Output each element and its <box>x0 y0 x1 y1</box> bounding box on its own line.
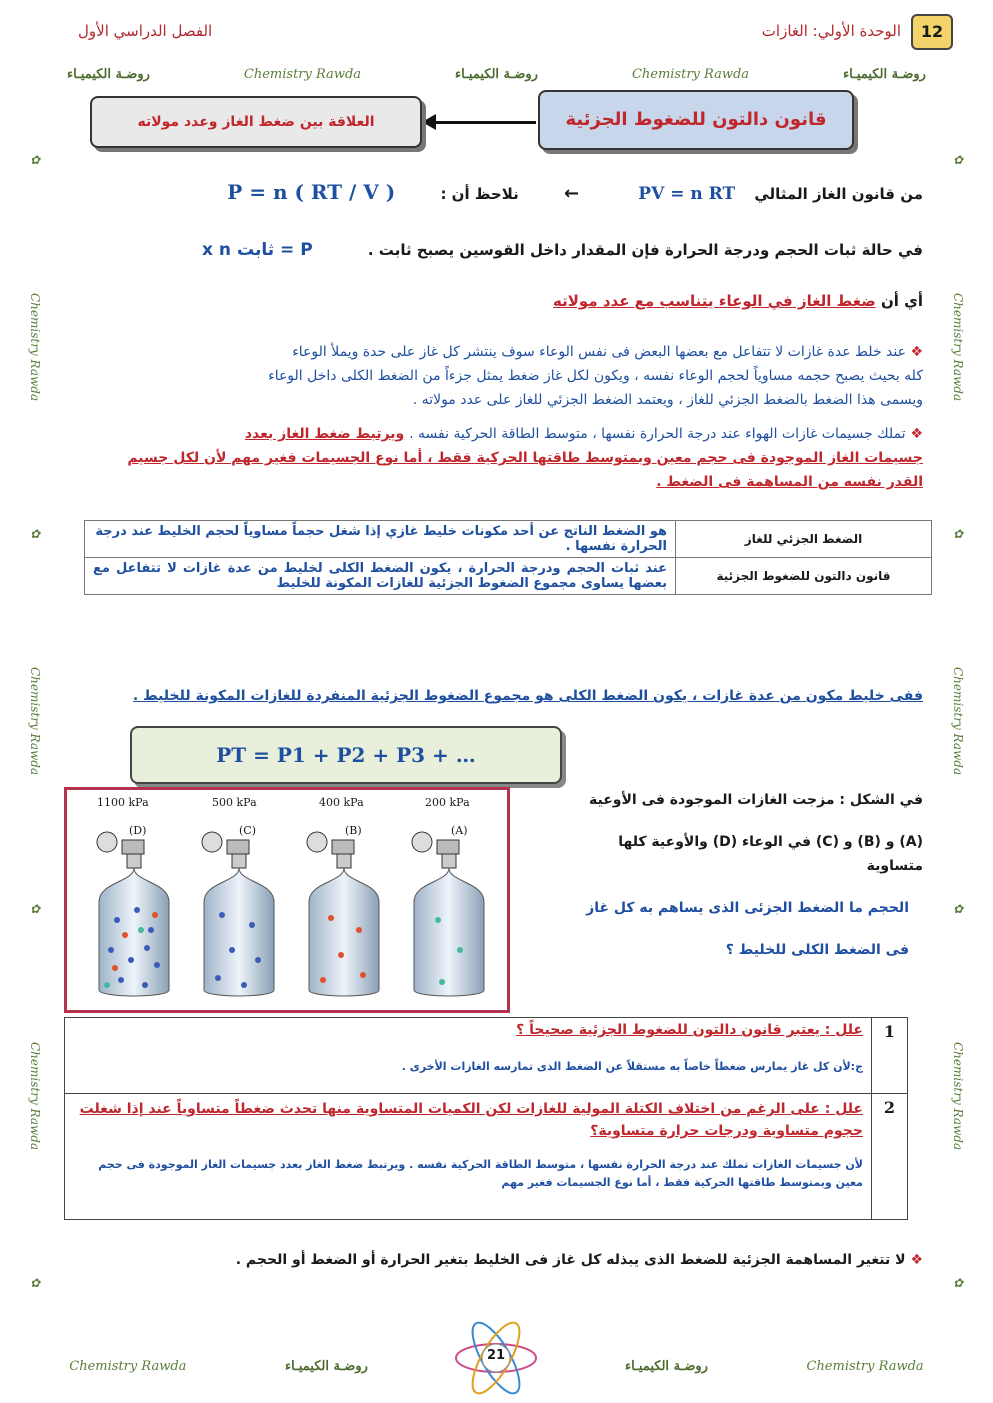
ideal-gas-intro: من قانون الغاز المثالي <box>754 185 923 203</box>
questions-table <box>64 1017 908 1220</box>
question-text: علل : يعتبر قانون دالتون للضغوط الجزئية صحيحاً ؟ <box>516 1022 863 1038</box>
final-note-text: لا تتغير المساهمة الجزئية للضغط الذى يبذله كل غاز فى الخليط بتغير الحرارة أو الضغط أو الحجم . <box>235 1252 906 1268</box>
arrow-left-icon: ← <box>563 183 580 204</box>
para1-line: عند خلط عدة غازات لا تتفاعل مع بعضها البعض فى نفس الوعاء سوف ينتشر كل غاز على حدة ويملأ الوعاء <box>292 344 906 360</box>
page-number: 21 <box>486 1348 506 1363</box>
bottle-label-d: (D) <box>129 824 147 837</box>
gas-bottles-figure <box>64 787 510 1013</box>
brand-en: Chemistry Rawda <box>951 293 965 402</box>
pressure-label-a: 200 kPa <box>425 796 470 809</box>
brand-ar: روضـة الكيميـاء <box>67 66 150 82</box>
bullet-icon: ❖ <box>910 344 923 360</box>
mixture-text: ففى خليط مكون من عدة غازات ، يكون الضغط الكلى هو مجموع الضغوط الجزئية المنفردة للغازات المكونة للخليط . <box>132 688 923 704</box>
para2-line2: جسيمات الغاز الموجودة فى حجم معين وبمتوسط طاقتها الحركية فقط ، أما نوع الجسيمات فغير مهم لأن لكل جسيم <box>127 450 923 466</box>
definition-term: الضغط الجزئي للغاز <box>676 521 932 558</box>
figure-text-line: الحجم ما الضغط الجزئى الذى يساهم به كل غاز <box>586 900 909 916</box>
pressure-label-c: 500 kPa <box>212 796 257 809</box>
brand-en: Chemistry Rawda <box>28 667 42 776</box>
brand-ar: روضـة الكيميـاء <box>625 1358 708 1374</box>
unit-page-badge: 12 <box>911 14 953 50</box>
unit-title: الوحدة الأولي: الغازات <box>761 22 901 40</box>
mixture-statement <box>53 688 923 704</box>
brand-en: Chemistry Rawda <box>951 1041 965 1150</box>
figure-text-line: فى الضغط الكلى للخليط ؟ <box>725 942 909 958</box>
pressure-label-d: 1100 kPa <box>97 796 149 809</box>
top-border <box>20 60 973 88</box>
bullet-icon: ❖ <box>910 426 923 442</box>
bottle-d <box>97 832 169 996</box>
section-title-box: قانون دالتون للضغوط الجزئية <box>538 90 854 150</box>
arrow-left-icon <box>422 114 436 130</box>
pressure-formula: P = n ( RT / V ) <box>227 180 396 204</box>
brand-en: Chemistry Rawda <box>69 1358 187 1374</box>
table-row <box>65 1018 908 1094</box>
para2-line1-red: ويرتبط ضغط الغاز بعدد <box>244 426 405 442</box>
brand-ar: روضـة الكيميـاء <box>843 66 926 82</box>
table-row <box>65 1094 908 1220</box>
right-border <box>945 90 971 1353</box>
bottle-label-a: (A) <box>451 824 468 837</box>
arrow-line <box>430 121 536 124</box>
bottle-b <box>307 832 379 996</box>
pressure-label-b: 400 kPa <box>319 796 364 809</box>
proportional-line <box>103 292 923 310</box>
side-topic-box: العلاقة بين ضغط الغاز وعدد مولاته <box>90 96 422 148</box>
figure-text-line: في الشكل : مزجت الغازات الموجودة فى الأوعية <box>589 792 923 808</box>
brand-ar: روضـة الكيميـاء <box>455 66 538 82</box>
paragraph-kinetic <box>83 422 923 494</box>
definitions-table <box>84 520 932 595</box>
question-cell <box>65 1018 872 1094</box>
dalton-formula: PT = P1 + P2 + P3 + … <box>130 726 562 784</box>
definition-text: عند ثبات الحجم ودرجة الحرارة ، يكون الضغط الكلى لخليط من عدة غازات لا تتفاعل مع بعضها يساوى مجموع الضغوط الجزئية للغازات المكونة للخليط <box>85 558 676 595</box>
bottle-label-b: (B) <box>345 824 362 837</box>
para1-line: كله بحيث يصبح حجمه مساوياً لحجم الوعاء نفسه ، ويكون لكل غاز ضغط يمثل جزءاً من الضغط الكلى داخل الوعاء <box>268 368 923 384</box>
proportional-prefix: أي أن <box>880 292 923 310</box>
para2-line3: القدر نفسه من المساهمة فى الضغط . <box>656 474 923 490</box>
left-border <box>22 90 48 1353</box>
flower-icon: ✿ <box>951 1275 965 1290</box>
para1-line: ويسمى هذا الضغط بالضغط الجزئي للغاز ، ويعتمد الضغط الجزئي للغاز على عدد مولاته . <box>412 392 923 408</box>
table-row <box>85 558 932 595</box>
ideal-gas-equation: PV = n RT <box>638 184 736 204</box>
brand-en: Chemistry Rawda <box>28 1041 42 1150</box>
question-cell <box>65 1094 872 1220</box>
definition-term: قانون دالتون للضغوط الجزئية <box>676 558 932 595</box>
question-number: 1 <box>872 1018 908 1094</box>
final-note <box>83 1252 923 1268</box>
figure-question <box>523 788 923 962</box>
question-number: 2 <box>872 1094 908 1220</box>
ideal-gas-line <box>223 180 923 204</box>
constant-equation: P = ثابت x n <box>202 240 313 260</box>
flower-icon: ✿ <box>951 153 965 168</box>
flower-icon: ✿ <box>28 153 42 168</box>
bottle-label-c: (C) <box>239 824 256 837</box>
question-text: علل : على الرغم من اختلاف الكتلة المولية للغازات لكن الكميات المتساوية منها تحدث ضغطاً متساوياً عند إذا شغلت حجوم متساوية ودرجات حرارة متساوية؟ <box>79 1101 863 1139</box>
flower-icon: ✿ <box>951 901 965 916</box>
brand-en: Chemistry Rawda <box>951 667 965 776</box>
flower-icon: ✿ <box>28 527 42 542</box>
answer-text: ج:لأن كل غاز يمارس ضغطاً خاصاً به مستقلاً عن الضغط الذى تمارسه الغازات الأخرى . <box>401 1060 863 1073</box>
figure-text-line: متساوية <box>866 858 923 874</box>
constant-text: في حالة ثبات الحجم ودرجة الحرارة فإن المقدار داخل القوسين يصبح ثابت . <box>367 241 923 259</box>
definition-text: هو الضغط الناتج عن أحد مكونات خليط غازي إذا شغل حجماً مساوياً لحجم الخليط عند درجة الحرارة نفسها . <box>85 521 676 558</box>
proportional-statement: ضغط الغاز في الوعاء يتناسب مع عدد مولاته <box>553 292 876 310</box>
constant-line <box>103 240 923 260</box>
brand-en: Chemistry Rawda <box>631 66 750 82</box>
brand-en: Chemistry Rawda <box>806 1358 924 1374</box>
para2-line1: تملك جسيمات غازات الهواء عند درجة الحرارة نفسها ، متوسط الطاقة الحركية نفسه . <box>409 426 906 442</box>
semester-label: الفصل الدراسي الأول <box>78 22 213 40</box>
brand-en: Chemistry Rawda <box>28 293 42 402</box>
note-label: نلاحظ أن : <box>440 185 519 203</box>
bottle-a <box>412 832 484 996</box>
table-row <box>85 521 932 558</box>
flower-icon: ✿ <box>28 901 42 916</box>
answer-text: لأن جسيمات الغازات تملك عند درجة الحرارة نفسها ، متوسط الطاقة الحركية نفسه . ويرتبط ضغط الغاز بعدد جسيمات الغاز الموجودة فى حجم معين وبمتوسط طاقتها الحركية فقط ، أما نوع الجسيمات فغير مهم <box>98 1158 863 1189</box>
paragraph-mixing <box>83 340 923 412</box>
brand-en: Chemistry Rawda <box>243 66 362 82</box>
flower-icon: ✿ <box>951 527 965 542</box>
brand-ar: روضـة الكيميـاء <box>284 1358 368 1374</box>
bottle-c <box>202 832 274 996</box>
bullet-icon: ❖ <box>910 1252 923 1268</box>
bottles-svg <box>67 790 507 1010</box>
figure-text-line: (A) و (B) و (C) في الوعاء (D) والأوعية كلها <box>618 834 923 850</box>
flower-icon: ✿ <box>28 1275 42 1290</box>
